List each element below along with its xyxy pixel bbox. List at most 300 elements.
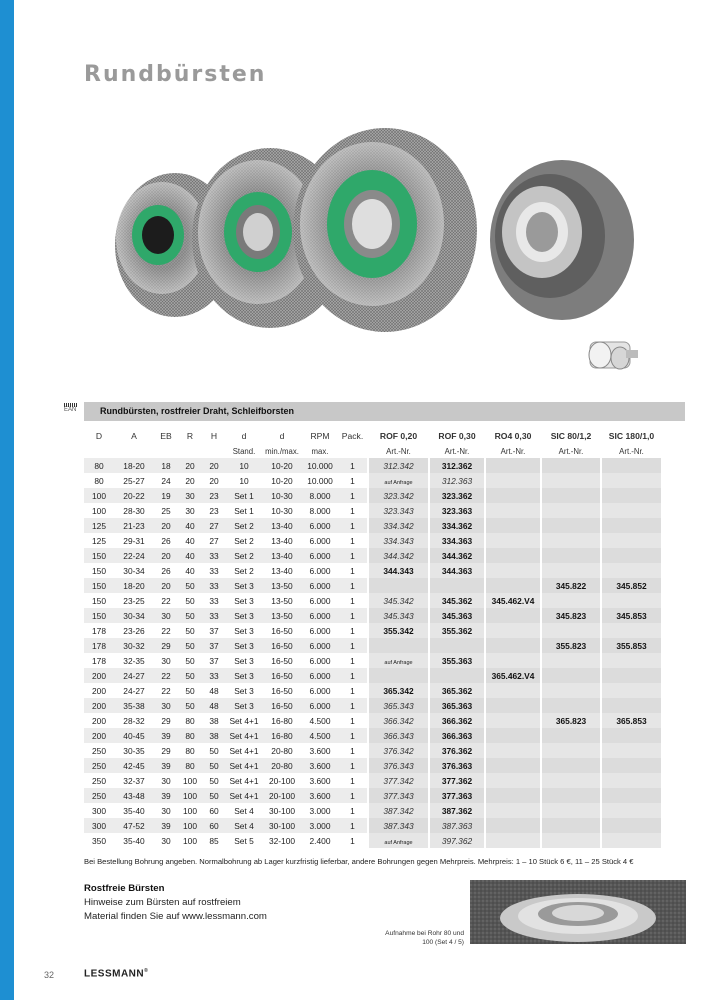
table-row (84, 698, 685, 713)
column-header: A (131, 431, 137, 441)
table-cell: Set 2 (226, 518, 262, 533)
column-header: EB (160, 431, 172, 441)
article-number: 323.362 (441, 490, 473, 501)
article-number-cell (429, 728, 485, 743)
table-cell: 13-40 (262, 563, 302, 578)
article-number-cell (541, 578, 601, 593)
article-number: 345.363 (441, 610, 473, 621)
article-number-cell (541, 698, 601, 713)
article-number-cell (368, 548, 429, 563)
table-cell: 20 (154, 578, 178, 593)
table-cell: 100 (178, 803, 202, 818)
article-number: 366.363 (441, 730, 473, 741)
table-cell: Set 4+1 (226, 773, 262, 788)
article-number: 312.362 (441, 460, 473, 471)
bench-grinder-diagram (589, 342, 638, 369)
article-number-cell (485, 488, 541, 503)
table-cell: 35-38 (114, 698, 154, 713)
table-row (84, 533, 685, 548)
article-number-cell (429, 743, 485, 758)
table-cell: 6.000 (302, 668, 338, 683)
article-number-cell (541, 488, 601, 503)
table-cell: 6.000 (302, 608, 338, 623)
article-number: 345.343 (383, 610, 414, 621)
table-cell: 33 (202, 578, 226, 593)
table-row (84, 488, 685, 503)
article-number: 376.362 (441, 745, 473, 756)
article-number: 345.462.V4 (491, 595, 535, 606)
table-cell: 6.000 (302, 623, 338, 638)
table-cell: 33 (202, 668, 226, 683)
article-number: 377.362 (441, 775, 473, 786)
column-header: H (210, 431, 218, 441)
table-cell: Set 3 (226, 608, 262, 623)
table-cell: 37 (202, 623, 226, 638)
table-body (84, 458, 685, 848)
table-cell: 16-50 (262, 698, 302, 713)
article-number-cell (601, 758, 661, 773)
article-number-cell (541, 788, 601, 803)
table-cell: 8.000 (302, 503, 338, 518)
article-number-cell (541, 773, 601, 788)
article-number-cell (485, 578, 541, 593)
table-cell: 23-26 (114, 623, 154, 638)
article-number-cell (601, 668, 661, 683)
table-cell: 50 (202, 743, 226, 758)
table-cell: 3.600 (302, 788, 338, 803)
article-number: 355.823 (555, 640, 587, 651)
table-cell: 13-40 (262, 548, 302, 563)
article-number: 365.342 (383, 685, 414, 696)
table-cell: Set 1 (226, 488, 262, 503)
table-cell: 22 (154, 683, 178, 698)
article-number-cell (485, 818, 541, 833)
table-cell: 40 (178, 563, 202, 578)
table-cell: 200 (84, 713, 114, 728)
article-number-cell (368, 518, 429, 533)
article-number-cell (485, 473, 541, 488)
column-subheader: min./max. (265, 446, 299, 456)
table-cell: 50 (178, 593, 202, 608)
article-number-cell (601, 533, 661, 548)
article-number-cell (368, 623, 429, 638)
table-cell: 40 (178, 548, 202, 563)
table-row (84, 758, 685, 773)
article-number: 377.343 (383, 790, 414, 801)
table-cell: 30-34 (114, 608, 154, 623)
page-title: Rundbürsten (84, 62, 267, 87)
table-cell: 1 (338, 458, 368, 473)
table-cell: 1 (338, 563, 368, 578)
table-cell: 150 (84, 548, 114, 563)
column-subheader (154, 444, 178, 458)
article-number: 365.343 (383, 700, 414, 711)
article-number-cell (601, 818, 661, 833)
table-cell: 30 (154, 833, 178, 848)
column-header: d (279, 431, 285, 441)
table-cell: 33 (202, 593, 226, 608)
table-cell: 16-50 (262, 668, 302, 683)
article-number: 323.342 (383, 490, 414, 501)
table-cell: 50 (202, 758, 226, 773)
table-cell: 16-50 (262, 623, 302, 638)
column-header: ROF 0,20 (368, 428, 429, 444)
article-number-cell (429, 623, 485, 638)
article-number-cell (541, 818, 601, 833)
table-cell: 33 (202, 548, 226, 563)
table-cell: 30-34 (114, 563, 154, 578)
article-number-cell (541, 728, 601, 743)
article-number-cell (485, 698, 541, 713)
article-number: 387.363 (441, 820, 473, 831)
table-row (84, 473, 685, 488)
table-cell: 1 (338, 653, 368, 668)
table-cell: 8.000 (302, 488, 338, 503)
table-cell: 42-45 (114, 758, 154, 773)
article-number-cell (429, 518, 485, 533)
table-cell: 26 (154, 563, 178, 578)
table-cell: 23 (202, 488, 226, 503)
table-row (84, 638, 685, 653)
article-number-cell (485, 713, 541, 728)
article-number-cell (485, 743, 541, 758)
table-cell: Set 4+1 (226, 743, 262, 758)
table-cell: 43-48 (114, 788, 154, 803)
article-number-cell (601, 788, 661, 803)
table-cell: 37 (202, 653, 226, 668)
table-cell: 178 (84, 638, 114, 653)
table-cell: 27 (202, 518, 226, 533)
table-cell: 100 (178, 773, 202, 788)
article-number: auf Anfrage (384, 839, 413, 846)
abrasive-bristle-brush (490, 160, 634, 320)
photo-caption: Aufnahme bei Rohr 80 und 100 (Set 4 / 5) (385, 930, 464, 946)
table-cell: 1 (338, 548, 368, 563)
table-cell: 39 (154, 728, 178, 743)
article-number-cell (368, 683, 429, 698)
article-number-cell (429, 608, 485, 623)
article-number-cell (601, 623, 661, 638)
table-cell: Set 2 (226, 533, 262, 548)
article-number-cell (601, 698, 661, 713)
table-cell: 20 (202, 458, 226, 473)
article-number: 312.342 (383, 460, 414, 471)
article-number-cell (601, 653, 661, 668)
table-cell: 22 (154, 668, 178, 683)
table-cell: 250 (84, 758, 114, 773)
table-cell: 33 (202, 563, 226, 578)
table-cell: 29-31 (114, 533, 154, 548)
article-number-cell (368, 668, 429, 683)
article-number: 344.362 (441, 550, 473, 561)
table-cell: 3.600 (302, 743, 338, 758)
table-cell: 26 (154, 533, 178, 548)
article-number: 345.822 (555, 580, 587, 591)
table-cell: 13-50 (262, 608, 302, 623)
table-row (84, 668, 685, 683)
article-number-cell (429, 488, 485, 503)
table-cell: 32-35 (114, 653, 154, 668)
table-cell: 1 (338, 743, 368, 758)
header-row-2 (84, 444, 685, 458)
table-cell: 24-27 (114, 683, 154, 698)
blue-sidebar-stripe (0, 0, 14, 1000)
article-number-cell (601, 578, 661, 593)
brush-product-image (80, 120, 640, 390)
article-number-cell (601, 683, 661, 698)
table-cell: Set 2 (226, 548, 262, 563)
table-cell: Set 3 (226, 638, 262, 653)
article-number-cell (601, 563, 661, 578)
article-number-cell (368, 488, 429, 503)
article-number: 365.362 (441, 685, 473, 696)
table-cell: 6.000 (302, 638, 338, 653)
article-number-cell (601, 803, 661, 818)
table-cell: 20 (154, 518, 178, 533)
table-row (84, 503, 685, 518)
table-cell: 50 (178, 623, 202, 638)
table-cell: 1 (338, 593, 368, 608)
table-row (84, 728, 685, 743)
article-number: 334.362 (441, 520, 473, 531)
column-header: Pack. (341, 431, 364, 441)
table-cell: 3.600 (302, 758, 338, 773)
article-number: 355.853 (616, 640, 647, 651)
table-cell: 1 (338, 788, 368, 803)
table-cell: 200 (84, 698, 114, 713)
note-text-line-1: Hinweise zum Bürsten auf rostfreiem (84, 897, 241, 908)
table-cell: 250 (84, 788, 114, 803)
article-number-cell (601, 458, 661, 473)
table-cell: 25 (154, 503, 178, 518)
column-header: RO4 0,30 (485, 428, 541, 444)
table-cell: 24-27 (114, 668, 154, 683)
table-row (84, 518, 685, 533)
article-number-cell (429, 473, 485, 488)
article-number: 355.342 (383, 625, 414, 636)
table-cell: 32-100 (262, 833, 302, 848)
table-cell: 20-100 (262, 773, 302, 788)
article-number: 344.342 (383, 550, 414, 561)
table-row (84, 713, 685, 728)
article-number-cell (541, 533, 601, 548)
article-number-cell (429, 578, 485, 593)
table-cell: 1 (338, 503, 368, 518)
article-number-cell (485, 833, 541, 848)
article-number-cell (541, 683, 601, 698)
article-number-cell (485, 458, 541, 473)
table-cell: 27 (202, 533, 226, 548)
article-number-cell (429, 788, 485, 803)
article-number-cell (601, 638, 661, 653)
table-cell: Set 5 (226, 833, 262, 848)
table-cell: 16-80 (262, 713, 302, 728)
table-cell: 80 (84, 473, 114, 488)
article-number-cell (429, 683, 485, 698)
article-number-cell (429, 833, 485, 848)
article-number-cell (485, 518, 541, 533)
table-cell: 2.400 (302, 833, 338, 848)
table-cell: 13-40 (262, 518, 302, 533)
article-number-cell (368, 698, 429, 713)
table-cell: 6.000 (302, 533, 338, 548)
table-cell: 16-50 (262, 638, 302, 653)
table-cell: Set 3 (226, 698, 262, 713)
table-cell: 80 (178, 713, 202, 728)
article-number: 376.342 (383, 745, 414, 756)
article-number-cell (541, 638, 601, 653)
table-cell: 30 (154, 608, 178, 623)
article-number-cell (541, 473, 601, 488)
table-cell: 3.000 (302, 803, 338, 818)
article-number-cell (601, 548, 661, 563)
table-cell: 48 (202, 683, 226, 698)
table-cell: 30-35 (114, 743, 154, 758)
table-cell: 6.000 (302, 548, 338, 563)
page-number: 32 (44, 970, 55, 980)
column-subheader (84, 444, 114, 458)
table-cell: 250 (84, 773, 114, 788)
article-number-cell (541, 458, 601, 473)
article-number-cell (368, 773, 429, 788)
article-number-cell (429, 593, 485, 608)
article-number-cell (485, 788, 541, 803)
table-row (84, 578, 685, 593)
table-cell: 1 (338, 758, 368, 773)
article-number-cell (601, 488, 661, 503)
column-subheader: max. (311, 446, 329, 456)
article-number-cell (485, 668, 541, 683)
article-number-cell (541, 653, 601, 668)
note-title: Rostfreie Bürsten (84, 883, 165, 894)
table-cell: 125 (84, 533, 114, 548)
column-subheader: Art.-Nr. (601, 444, 661, 458)
table-cell: 6.000 (302, 698, 338, 713)
table-cell: 33 (202, 608, 226, 623)
table-cell: 30 (178, 488, 202, 503)
article-number: 365.853 (616, 715, 647, 726)
table-cell: 150 (84, 578, 114, 593)
article-number: 366.342 (383, 715, 414, 726)
article-number-cell (429, 668, 485, 683)
table-cell: 1 (338, 818, 368, 833)
header-row-1 (84, 428, 685, 444)
table-row (84, 563, 685, 578)
article-number-cell (485, 533, 541, 548)
table-cell: 39 (154, 788, 178, 803)
table-footnote: Bei Bestellung Bohrung angeben. Normalbohrung ab Lager kurzfristig lieferbar, andere Bohrungen gegen Mehrpreis. Mehrpreis: 1 – 10 Stück 6 €, 11 – 25 Stück 4 € (84, 857, 634, 866)
table-cell: 1 (338, 533, 368, 548)
article-number: 387.362 (441, 805, 473, 816)
table-row (84, 818, 685, 833)
table-cell: 50 (178, 578, 202, 593)
article-number-cell (429, 713, 485, 728)
column-header: ROF 0,30 (429, 428, 485, 444)
table-cell: Set 3 (226, 578, 262, 593)
article-number: 334.343 (383, 535, 414, 546)
article-number-cell (485, 638, 541, 653)
column-subheader: Art.-Nr. (368, 444, 429, 458)
article-number-cell (485, 593, 541, 608)
column-subheader (338, 444, 368, 458)
table-cell: 1 (338, 638, 368, 653)
article-number-cell (485, 758, 541, 773)
table-cell: 50 (202, 788, 226, 803)
table-cell: 20-80 (262, 743, 302, 758)
article-number: 345.852 (616, 580, 647, 591)
table-cell: 38 (202, 728, 226, 743)
table-heading: Rundbürsten, rostfreier Draht, Schleifborsten (84, 402, 685, 421)
article-number: 323.343 (383, 505, 414, 516)
article-number-cell (485, 773, 541, 788)
table-cell: 150 (84, 563, 114, 578)
table-row (84, 548, 685, 563)
article-number: 387.342 (383, 805, 414, 816)
article-number-cell (368, 578, 429, 593)
table-row (84, 743, 685, 758)
table-cell: 300 (84, 803, 114, 818)
table-cell: 150 (84, 608, 114, 623)
article-number-cell (368, 653, 429, 668)
table-cell: 20 (178, 473, 202, 488)
article-number: 365.363 (441, 700, 473, 711)
column-subheader: Art.-Nr. (541, 444, 601, 458)
table-cell: 1 (338, 773, 368, 788)
table-cell: 3.000 (302, 818, 338, 833)
table-cell: 13-40 (262, 533, 302, 548)
article-number-cell (541, 623, 601, 638)
table-cell: 30-100 (262, 803, 302, 818)
brand-logo: LESSMANN® (84, 968, 149, 980)
table-cell: 22-24 (114, 548, 154, 563)
table-cell: 30 (178, 503, 202, 518)
table-cell: 6.000 (302, 518, 338, 533)
article-number-cell (368, 758, 429, 773)
article-number-cell (541, 833, 601, 848)
table-cell: 178 (84, 653, 114, 668)
column-subheader (178, 444, 202, 458)
table-cell: 10-30 (262, 488, 302, 503)
table-cell: 50 (202, 773, 226, 788)
table-cell: Set 1 (226, 503, 262, 518)
table-cell: 3.600 (302, 773, 338, 788)
table-cell: 1 (338, 698, 368, 713)
table-row (84, 833, 685, 848)
article-number-cell (601, 728, 661, 743)
table-row (84, 788, 685, 803)
article-number-cell (541, 743, 601, 758)
table-cell: 22 (154, 623, 178, 638)
article-number-cell (541, 803, 601, 818)
table-cell: 20 (202, 473, 226, 488)
table-cell: 10.000 (302, 458, 338, 473)
table-cell: 28-30 (114, 503, 154, 518)
article-number-cell (485, 623, 541, 638)
table-row (84, 803, 685, 818)
article-number: 376.343 (383, 760, 414, 771)
table-cell: 10-30 (262, 503, 302, 518)
table-cell: 16-80 (262, 728, 302, 743)
table-cell: 85 (202, 833, 226, 848)
table-cell: 6.000 (302, 593, 338, 608)
table-row (84, 623, 685, 638)
table-cell: 6.000 (302, 563, 338, 578)
column-subheader (114, 444, 154, 458)
article-number: 366.343 (383, 730, 414, 741)
article-number-cell (429, 653, 485, 668)
article-number-cell (541, 713, 601, 728)
table-cell: 39 (154, 818, 178, 833)
